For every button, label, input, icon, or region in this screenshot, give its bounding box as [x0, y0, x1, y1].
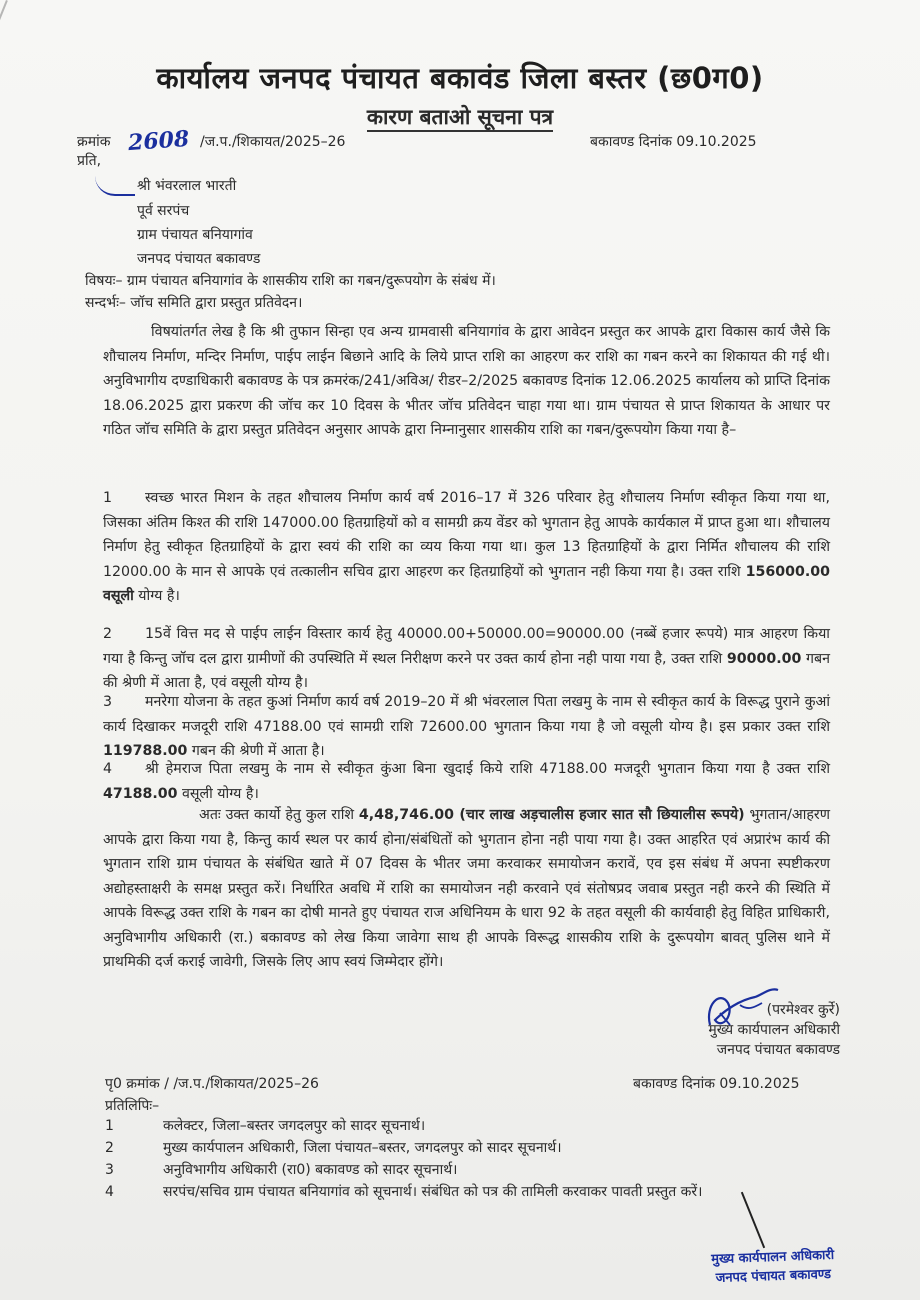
item-2: [103, 622, 830, 696]
stamp-line-2: जनपद पंचायत बकावण्ड: [715, 1266, 832, 1287]
document-type-heading: [0, 103, 920, 131]
intro-text: विषयांतर्गत लेख है कि श्री तुफान सिन्हा एव अन्य ग्रामवासी बनियागांव के द्वारा आवेदन प्रस्तुत कर आपके द्वारा विकास कार्य जैसे कि शौचालय निर्माण, मन्दिर निर्माण, पाईप लाईन बिछाने आदि के लिये प्राप्त राशि का आहरण कर राशि का गबन करने का शिकायत की गई थी। अनुविभागीय दण्डाधिकारी बकावण्ड के पत्र क्रमरंक/241/अविअ/ रीडर–2/2025 बकावण्ड दिनांक 12.06.2025 कार्यालय को प्राप्ति दिनांक 18.06.2025 द्वारा प्रकरण की जॉच कर 10 दिवस के भीतर जॉच प्रतिवेदन चाहा गया था। ग्राम पंचायत से प्राप्त शिकायत के आधार पर गठित जॉच समिति के द्वारा प्रस्तुत प्रतिवेदन अनुसार आपके द्वारा निम्नानुसार शासकीय राशि का गबन/दुरूपयोग किया गया है–: [103, 324, 830, 438]
stamp-line-1: मुख्य कार्यपालन अधिकारी: [710, 1247, 835, 1268]
place-date: बकावण्ड दिनांक 09.10.2025: [590, 134, 757, 150]
item-amount: 90000.00: [726, 650, 802, 667]
item-3: [103, 690, 830, 764]
copy-text: कलेक्टर, जिला–बस्तर जगदलपुर को सादर सूचनार्थ।: [163, 1118, 426, 1134]
ref-suffix: /ज.प./शिकायत/2025–26: [200, 134, 346, 150]
handwritten-ref-number: 2608: [127, 125, 191, 157]
signatory-office: जनपद पंचायत बकावण्ड: [716, 1042, 840, 1058]
recipient-name: श्री भंवरलाल भारती: [137, 178, 237, 194]
item-text-end: गबन की श्रेणी में आता है, एवं वसूली योग्य है।: [103, 650, 830, 691]
copy-number: 1: [105, 1118, 114, 1134]
item-text: स्वच्छ भारत मिशन के तहत शौचालय निर्माण कार्य वर्ष 2016–17 में 326 परिवार हेतु शौचालय निर्माण स्वीकृत किया गया था, जिसका अंतिम किश्त की राशि 147000.00 हितग्राहियों को व सामग्री क्रय वेंडर को भुगतान हेतु आपके कार्यकाल में प्राप्त हुआ था। शौचालय निर्माण हेतु स्वीकृत हितग्राहियों के द्वारा स्वयं की राशि का व्यय किया गया था। कुल 13 हितग्राहियों के द्वारा निर्मित शौचालय की राशि 12000.00 के मान से आपके एवं तत्कालीन सचिव द्वारा आहरण कर हितग्राहियों को भुगतान नही किया गया है। उक्त राशि: [103, 490, 830, 580]
copy-item: [105, 1159, 825, 1181]
reference-line: सन्दर्भः– जॉच समिति द्वारा प्रस्तुत प्रतिवेदन।: [85, 295, 303, 311]
official-stamp: [667, 1244, 878, 1289]
item-text-end: वसूली योग्य है।: [177, 785, 259, 802]
item-amount: 47188.00: [103, 785, 178, 802]
copy-item: [105, 1137, 825, 1159]
conclusion-paragraph: [103, 803, 830, 975]
copy-text: अनुविभागीय अधिकारी (रा0) बकावण्ड को सादर सूचनार्थ।: [163, 1162, 458, 1178]
copy-number: 4: [105, 1184, 114, 1200]
copy-item: [105, 1181, 825, 1203]
copy-list: [105, 1115, 825, 1203]
endorsement-date: बकावण्ड दिनांक 09.10.2025: [633, 1076, 800, 1092]
item-amount: 119788.00: [103, 743, 188, 759]
recipient-janpad: जनपद पंचायत बकावण्ड: [137, 251, 261, 267]
item-number: 3: [103, 694, 113, 710]
item-text: 15वें वित्त मद से पाईप लाईन विस्तार कार्य हेतु 40000.00+50000.00=90000.00 (नब्बें हजार रूपये) मात्र आहरण किया गया है किन्तु जॉच दल द्वारा ग्रामीणों की उपस्थिति में स्थल निरीक्षण करने पर उक्त कार्य होना नही पाया गया है, उक्त राशि: [103, 626, 830, 667]
signatory-name: (परमेश्वर कुर्रे): [766, 1002, 840, 1018]
conclusion-text: अतः उक्त कार्यो हेतु कुल राशि: [199, 807, 359, 823]
copy-item: [105, 1115, 825, 1137]
signatory-designation: मुख्य कार्यपालन अधिकारी: [708, 1022, 840, 1038]
recipient-post: पूर्व सरपंच: [137, 203, 190, 219]
ink-tick-mark: [95, 176, 135, 196]
item-number: 4: [103, 761, 113, 777]
item-text-end: गबन की श्रेणी में आता है।: [187, 743, 325, 759]
item-text: मनरेगा योजना के तहत कुआं निर्माण कार्य वर्ष 2019–20 में श्री भंवरलाल पिता लखमु के नाम से स्वीकृत कार्य के विरूद्ध पुराने कुआं कार्य दिखाकर मजदूरी राशि 47188.00 एवं सामग्री राशि 72600.00 भुगतान किया गया है जो वसूली योग्य है। इस प्रकार उक्त राशि: [103, 694, 830, 735]
total-amount: 4,48,746.00 (चार लाख अड़चालीस हजार सात सौ छियालीस रूपये): [358, 807, 745, 823]
item-number: 1: [103, 490, 113, 506]
item-amount: 156000.00 वसूली: [103, 563, 830, 604]
document-type-text: कारण बताओ सूचना पत्र: [367, 105, 553, 132]
item-text: श्री हेमराज पिता लखमु के नाम से स्वीकृत कुंआ बिना खुदाई किये राशि 47188.00 मजदूरी भुगतान किया गया है उक्त राशि: [145, 761, 830, 777]
item-number: 2: [103, 626, 113, 642]
office-title: कार्यालय जनपद पंचायत बकावंड जिला बस्तर (छ0ग0): [156, 61, 764, 95]
copy-number: 3: [105, 1162, 114, 1178]
endorsement-ref: पृ0 क्रमांक / /ज.प./शिकायत/2025–26: [105, 1076, 319, 1092]
item-1: [103, 486, 830, 609]
item-text-end: योग्य है।: [133, 588, 180, 604]
to-label: प्रति,: [77, 153, 102, 169]
copy-number: 2: [105, 1140, 114, 1156]
ref-label: क्रमांक: [77, 134, 111, 150]
item-4: [103, 757, 830, 806]
copy-text: सरपंच/सचिव ग्राम पंचायत बनियागांव को सूचनार्थ। संबंधित को पत्र की तामिली करवाकर पावती प्रस्तुत करें।: [163, 1184, 703, 1200]
copy-label: प्रतिलिपिः–: [105, 1098, 160, 1114]
conclusion-text-end: भुगतान/आहरण आपके द्वारा किया गया है, किन्तु कार्य स्थल पर कार्य होना/संबंधितों को भुगतान होना नही पाया गया है। उक्त आहरित एवं अप्रारंभ कार्य की भुगतान राशि ग्राम पंचायत के संबंधित खाते में 07 दिवस के भीतर जमा करवाकर समायोजन करावें, एव इस संबंध में अपना स्पष्टीकरण अद्योहस्ताक्षरी के समक्ष प्रस्तुत करें। निर्धारित अवधि में राशि का समायोजन नही करवाने एवं संतोषप्रद जवाब प्रस्तुत नही करने की स्थिति में आपके विरूद्ध उक्त राशि के गबन का दोषी मानते हुए पंचायत राज अधिनियम के धारा 92 के तहत वसूली की कार्यवाही हेतु विहित प्राधिकारी, अनुविभागीय अधिकारी (रा.) बकावण्ड को लेख किया जावेगा साथ ही आपके विरूद्ध शासकीय राशि के दुरूपयोग बावत् पुलिस थाने में प्राथमिकी दर्ज कराई जावेगी, जिसके लिए आप स्वयं जिम्मेदार होंगे।: [103, 807, 830, 970]
copy-text: मुख्य कार्यपालन अधिकारी, जिला पंचायत–बस्तर, जगदलपुर को सादर सूचनार्थ।: [163, 1140, 562, 1156]
subject-line: विषयः– ग्राम पंचायत बनियागांव के शासकीय राशि का गबन/दुरूपयोग के संबंध में।: [85, 273, 496, 289]
signature-block: [620, 1000, 840, 1060]
intro-paragraph: [103, 320, 830, 443]
recipient-village: ग्राम पंचायत बनियागांव: [137, 227, 253, 243]
